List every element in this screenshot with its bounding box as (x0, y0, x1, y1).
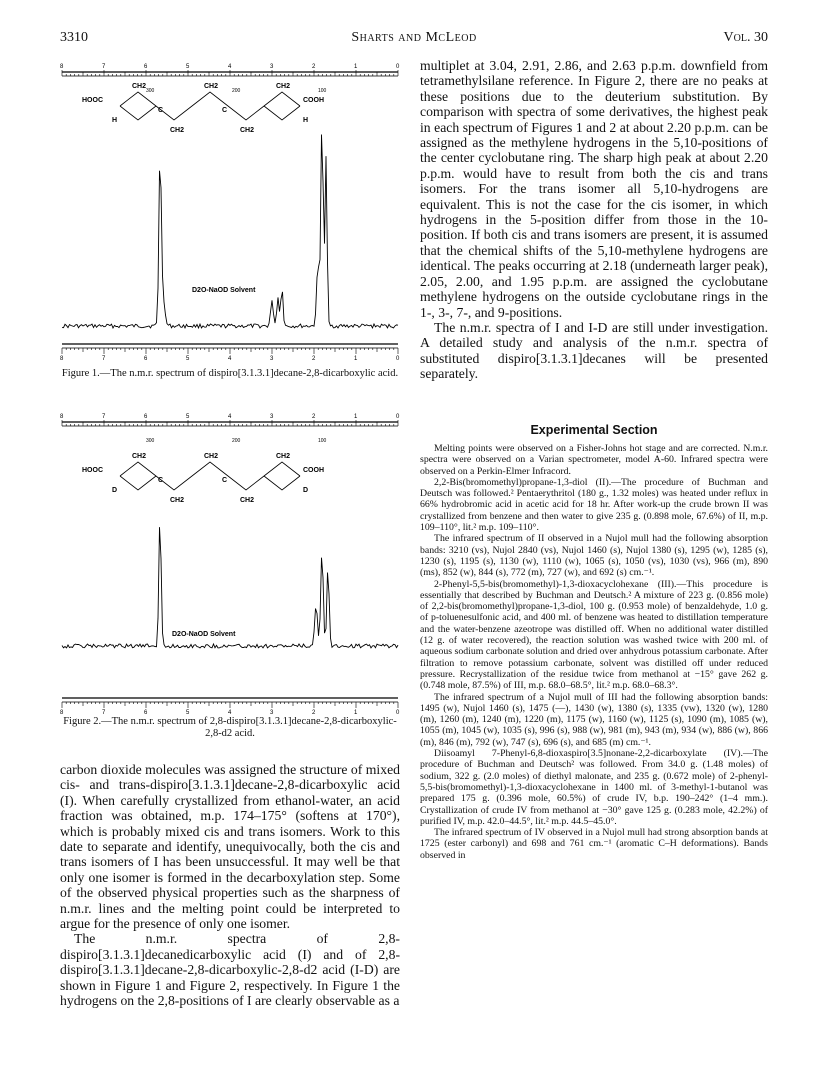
exp-paragraph: The infrared spectrum of II observed in a Nujol mull had the following absorption bands: 3210 (vs), Nujol 2840 (vs), Nujol 1460 (s), Nujol 1380 (s), 1295 (w), 1285 (s), 1230 (s), 1195 (s), 1130 (w), 1110 (w), 1065 (s), 1050 (vs), 1030 (vs), 966 (m), 890 (ms), 852 (w), 844 (s), 772 (m), 727 (w), and 692 (s) cm.⁻¹. (420, 533, 768, 579)
solvent-label: D2O-NaOD Solvent (192, 287, 256, 294)
hz-label: 200 (232, 88, 241, 94)
structure-group-right: COOH (303, 467, 324, 474)
page-header (60, 30, 768, 50)
scale-label: 1 (354, 414, 358, 420)
structure-sub-left: H (112, 117, 118, 124)
figure-2 (60, 406, 400, 716)
scale-label: 0 (396, 64, 400, 70)
scale-label: 4 (228, 710, 232, 716)
figure-2-spectrum (60, 406, 400, 716)
scale-label: 2 (312, 356, 316, 362)
hz-label: 300 (146, 438, 155, 444)
scale-label: 8 (60, 356, 64, 362)
structure-ch2: CH2 (276, 83, 291, 90)
scale-label: 7 (102, 710, 106, 716)
solvent-label: D2O-NaOD Solvent (172, 631, 236, 638)
scale-label: 2 (312, 64, 316, 70)
structure-ch2: CH2 (276, 453, 291, 460)
scale-label: 3 (270, 710, 274, 716)
exp-paragraph: The infrared spectrum of a Nujol mull of III had the following absorption bands: 1495 (w), Nujol 1460 (s), 1475 (—), 1430 (w), 1380 (s), 1335 (vw), 1320 (w), 1280 (m), 1260 (m), 1240 (m), 1220 (m), 1175 (w), 1160 (w), 1125 (s), 1090 (m), 1085 (w), 1055 (m), 1045 (w), 1035 (s), 996 (s), 988 (w), 981 (m), 943 (m), 934 (w), 886 (w), 866 (m), 846 (m), 792 (w), 747 (s), 696 (s), and 685 (m) cm.⁻¹. (420, 691, 768, 748)
structure-group-left: HOOC (82, 467, 103, 474)
exp-paragraph: 2-Phenyl-5,5-bis(bromomethyl)-1,3-dioxacyclohexane (III).—This procedure is essentially that described by Buchman and Deutsch.² A mixture of 223 g. (0.856 mole) of 2,2-bis(bromomethyl)propane-1,3-diol, 100 g. (0.953 mole) of benzaldehyde, 1.0 g. of p-toluenesulfonic acid, and 400 ml. of benzene was heated to distillation temperature and the water-benzene azeotrope was distilled off. When no additional water distilled (12 g. of water recovered), the reaction solution was washed twice with 200 ml. of aqueous sodium carbonate solution and dried over anhydrous potassium carbonate. After filtration to remove potassium carbonate, solvent was distilled off under reduced pressure. Recrystallization of the residue twice from methanol at −15° gave 262 g. (0.748 mole, 87.5%) of III, m.p. 68.0–68.5°, lit.² m.p. 68.0–68.3°. (420, 578, 768, 692)
scale-label: 0 (396, 414, 400, 420)
figure-2-caption: Figure 2.—The n.m.r. spectrum of 2,8-dispiro[3.1.3.1]decane-2,8-dicarboxylic-2,8-d2 acid. (63, 716, 397, 739)
structure-ch2: CH2 (240, 127, 255, 134)
hz-label: 100 (318, 88, 327, 94)
scale-label: 8 (60, 710, 64, 716)
scale-label: 1 (354, 710, 358, 716)
page-number: 3310 (60, 30, 88, 45)
structure-carbon: C (158, 107, 164, 114)
volume-label: Vol. 30 (723, 30, 768, 45)
structure-carbon: C (222, 477, 228, 484)
body-paragraph: carbon dioxide molecules was assigned the structure of mixed cis- and trans-dispiro[3.1.3.1]decane-2,8-dicarboxylic acid (I). When carefully crystallized from ethanol-water, an acid fraction was obtained, m.p. 174–175° (softens at 170°), which is probably mixed cis and trans isomers. Work to this date to separate and identify, unequivocally, both the cis and trans isomers of I has been unsuccessful. It may well be that only one isomer is formed in the decarboxylation step. Some of the observed physical properties such as the sharpness of n.m.r. lines and the melting point could be interpreted to argue for the presence of only one isomer. (60, 762, 400, 932)
structure-sub-right: H (303, 117, 309, 124)
scale-label: 0 (396, 356, 400, 362)
structure-bonds (264, 476, 300, 490)
spectrum-trace (62, 527, 398, 648)
experimental-text (420, 443, 768, 861)
structure-ch2: CH2 (170, 497, 185, 504)
left-column-text (60, 762, 400, 1009)
spectrum-trace (62, 135, 398, 329)
scale-label: 2 (312, 710, 316, 716)
structure-carbon: C (222, 107, 228, 114)
scale-label: 3 (270, 64, 274, 70)
structure-group-right: COOH (303, 97, 324, 104)
structure-ch2: CH2 (132, 83, 147, 90)
scale-label: 1 (354, 64, 358, 70)
structure-bonds (120, 106, 156, 120)
structure-sub-right: D (303, 487, 309, 494)
scale-label: 5 (186, 64, 190, 70)
scale-label: 7 (102, 356, 106, 362)
structure-bonds (264, 106, 300, 120)
structure-bonds (120, 462, 300, 490)
exp-paragraph: 2,2-Bis(bromomethyl)propane-1,3-diol (II).—The procedure of Buchman and Deutsch was followed.² Pentaerythritol (180 g., 1.32 moles) was heated under reflux in 66% hydrobromic acid in acetic acid for 18 hr. After work-up the crude brown II was crystallized from benzene and then water to give 235 g. (0.898 mole, 67.6%) of II, m.p. 109–110°, lit.² m.p. 109–110°. (420, 476, 768, 534)
scale-label: 8 (60, 64, 64, 70)
scale-label: 5 (186, 710, 190, 716)
structure-sub-left: D (112, 487, 118, 494)
scale-label: 5 (186, 414, 190, 420)
exp-paragraph: The infrared spectrum of IV observed in a Nujol mull had strong absorption bands at 1725 (ester carbonyl) and 698 and 761 cm.⁻¹ (aromatic C–H deformations). Bands observed in (420, 827, 768, 861)
body-paragraph: The n.m.r. spectra of 2,8-dispiro[3.1.3.1]decanedicarboxylic acid (I) and of 2,8-dispiro[3.1.3.1]decane-2,8-dicarboxylic-2,8-d2 acid (I-D) are shown in Figure 1 and Figure 2, respectively. In Figure 1 the hydrogens on the 2,8-positions of I are clearly observable as a (60, 931, 400, 1009)
body-paragraph: The n.m.r. spectra of I and I-D are still under investigation. A detailed study and analysis of the n.m.r. spectra of substituted dispiro[3.1.3.1]decanes will be presented separately. (420, 319, 768, 382)
scale-label: 0 (396, 710, 400, 716)
structure-bonds (120, 476, 156, 490)
structure-group-left: HOOC (82, 97, 103, 104)
hz-label: 100 (318, 438, 327, 444)
scale-label: 2 (312, 414, 316, 420)
body-paragraph: multiplet at 3.04, 2.91, 2.86, and 2.63 p.p.m. downfield from tetramethylsilane reference. In Figure 2, there are no peaks at these positions due to the deuterium substitution. By comparison with spectra of some derivatives, the highest peak in each spectrum of Figures 1 and 2 at about 2.20 p.p.m. can be assigned as the methylene hydrogens in the 5,10-positions of the center cyclobutane ring. The sharp high peak at about 2.20 p.p.m. would have to result from both the cis and trans isomers. For the trans isomer all 5,10-hydrogens are equivalent. This is not the case for the cis isomer, in which hydrogens in the 5-position differ from those in the 10-position. If both cis and trans isomers are present, it is assumed that the chemical shifts of the 5,10-methylene hydrogens are identical. The peaks occurring at 2.18 (underneath larger peak), 2.05, 2.00, and 1.95 p.p.m. are assigned the cyclobutane methylene hydrogens on the outside cyclobutane rings in the 1-, 3-, 7-, and 9-positions. (420, 58, 768, 320)
figure-1-caption: Figure 1.—The n.m.r. spectrum of dispiro[3.1.3.1]decane-2,8-dicarboxylic acid. (61, 368, 399, 379)
hz-label: 300 (146, 88, 155, 94)
exp-paragraph: Melting points were observed on a Fisher-Johns hot stage and are corrected. N.m.r. spectra were observed on a Varian spectrometer, model A-60. Infrared spectra were observed on a Perkin-Elmer Infracord. (420, 443, 768, 477)
scale-label: 6 (144, 64, 148, 70)
scale-label: 7 (102, 64, 106, 70)
scale-label: 5 (186, 356, 190, 362)
scale-label: 6 (144, 356, 148, 362)
exp-paragraph: Diisoamyl 7-Phenyl-6,8-dioxaspiro[3.5]nonane-2,2-dicarboxylate (IV).—The procedure of Buchman and Deutsch² was followed. From 34.0 g. (1.48 moles) of sodium, 322 g. (2.0 moles) of diethyl malonate, and 235 g. (0.672 mole) of 2-phenyl-5,5-bis(bromomethyl)-1,3-dioxacyclohexane in 1400 ml. of 3-methyl-1-butanol was prepared 175 g. (0.396 mole, 60.5%) of crude IV, b.p. 190–242° (1–4 mm.). Crystallization of crude IV from methanol at −30° gave 125 g. (0.283 mole, 42.2%) of purified IV, m.p. 42.0–44.5°, lit.² m.p. 44.5–45.0°. (420, 748, 768, 827)
scale-label: 8 (60, 414, 64, 420)
structure-ch2: CH2 (132, 453, 147, 460)
scale-label: 3 (270, 414, 274, 420)
running-authors: Sharts and McLeod (351, 30, 477, 45)
section-heading: Experimental Section (530, 423, 658, 437)
scale-label: 6 (144, 414, 148, 420)
structure-ch2: CH2 (204, 83, 219, 90)
scale-label: 4 (228, 356, 232, 362)
structure-bonds (120, 92, 300, 120)
figure-1-spectrum (60, 58, 400, 362)
structure-ch2: CH2 (240, 497, 255, 504)
structure-ch2: CH2 (170, 127, 185, 134)
figure-1 (60, 58, 400, 362)
scale-label: 3 (270, 356, 274, 362)
structure-ch2: CH2 (204, 453, 219, 460)
scale-label: 4 (228, 64, 232, 70)
hz-label: 200 (232, 438, 241, 444)
structure-carbon: C (158, 477, 164, 484)
right-column-text (420, 58, 768, 382)
scale-label: 4 (228, 414, 232, 420)
scale-label: 1 (354, 356, 358, 362)
scale-label: 7 (102, 414, 106, 420)
scale-label: 6 (144, 710, 148, 716)
